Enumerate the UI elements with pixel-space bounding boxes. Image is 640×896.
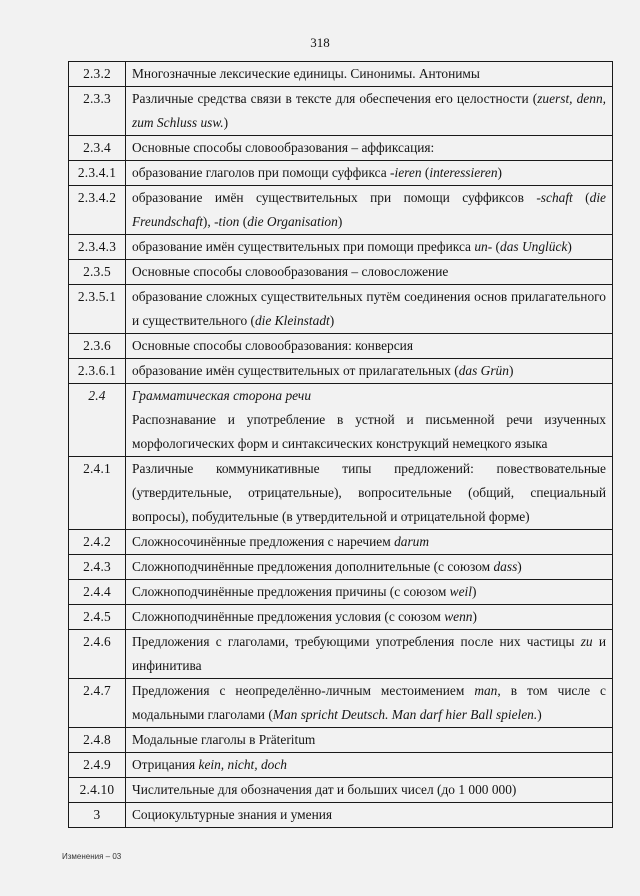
row-text: Многозначные лексические единицы. Синонимы. Антонимы <box>126 62 613 87</box>
table-row <box>69 359 613 384</box>
table-row <box>69 605 613 630</box>
table-row <box>69 530 613 555</box>
table-row <box>69 260 613 285</box>
table-row <box>69 285 613 334</box>
row-text: образование имён существительных от прилагательных (das Grün) <box>126 359 613 384</box>
footer-revision: Изменения – 03 <box>62 852 122 861</box>
row-text: Предложения с глаголами, требующими употребления после них частицы zu и инфинитива <box>126 630 613 679</box>
table-row <box>69 457 613 530</box>
table-row <box>69 803 613 828</box>
row-number: 2.3.4.3 <box>69 235 126 260</box>
row-text: Отрицания kein, nicht, doch <box>126 753 613 778</box>
table-row <box>69 778 613 803</box>
row-text: образование имён существительных при помощи суффиксов -schaft (die Freundschaft), -tion (die Organisation) <box>126 186 613 235</box>
row-number: 2.4.4 <box>69 580 126 605</box>
table-row <box>69 136 613 161</box>
table-row <box>69 630 613 679</box>
row-text: Сложноподчинённые предложения дополнительные (с союзом dass) <box>126 555 613 580</box>
row-number: 2.3.4.1 <box>69 161 126 186</box>
row-text: Социокультурные знания и умения <box>126 803 613 828</box>
curriculum-table <box>68 61 613 828</box>
row-text: Сложноподчинённые предложения условия (с союзом wenn) <box>126 605 613 630</box>
row-number: 2.4.1 <box>69 457 126 530</box>
page-number: 318 <box>310 35 330 50</box>
row-text: Основные способы словообразования: конверсия <box>126 334 613 359</box>
row-text: Модальные глаголы в Präteritum <box>126 728 613 753</box>
row-text: Основные способы словообразования – словосложение <box>126 260 613 285</box>
row-number: 2.4.7 <box>69 679 126 728</box>
row-number: 2.3.4.2 <box>69 186 126 235</box>
row-number: 2.4.6 <box>69 630 126 679</box>
row-number: 2.3.5.1 <box>69 285 126 334</box>
row-number: 2.4 <box>69 384 126 457</box>
row-text: Основные способы словообразования – аффиксация: <box>126 136 613 161</box>
row-number: 2.3.5 <box>69 260 126 285</box>
table-row <box>69 679 613 728</box>
row-number: 2.3.2 <box>69 62 126 87</box>
row-text: Сложносочинённые предложения с наречием darum <box>126 530 613 555</box>
table-row <box>69 186 613 235</box>
row-text: Предложения с неопределённо-личным местоимением man, в том числе с модальными глаголами (Man spricht Deutsch. Man darf hier Ball spielen.) <box>126 679 613 728</box>
table-row <box>69 235 613 260</box>
table-row <box>69 728 613 753</box>
row-text: образование глаголов при помощи суффикса -ieren (interessieren) <box>126 161 613 186</box>
row-text: Сложноподчинённые предложения причины (с союзом weil) <box>126 580 613 605</box>
table-row <box>69 161 613 186</box>
table-row <box>69 334 613 359</box>
row-number: 2.4.3 <box>69 555 126 580</box>
row-text: Числительные для обозначения дат и больших чисел (до 1 000 000) <box>126 778 613 803</box>
row-number: 2.4.10 <box>69 778 126 803</box>
row-number: 2.4.5 <box>69 605 126 630</box>
row-number: 2.4.8 <box>69 728 126 753</box>
row-number: 2.4.9 <box>69 753 126 778</box>
section-heading: Грамматическая сторона речи <box>132 388 312 403</box>
row-text: Различные средства связи в тексте для обеспечения его целостности (zuerst, denn, zum Schluss usw.) <box>126 87 613 136</box>
row-text: образование имён существительных при помощи префикса un- (das Unglück) <box>126 235 613 260</box>
row-number: 2.3.6.1 <box>69 359 126 384</box>
row-number: 2.3.3 <box>69 87 126 136</box>
table-row <box>69 384 613 457</box>
row-number: 2.4.2 <box>69 530 126 555</box>
table-row <box>69 580 613 605</box>
table-row <box>69 62 613 87</box>
row-text: Грамматическая сторона речи Распознавание и употребление в устной и письменной речи изученных морфологических форм и синтаксических конструкций немецкого языка <box>126 384 613 457</box>
row-number: 3 <box>69 803 126 828</box>
row-number: 2.3.4 <box>69 136 126 161</box>
table-row <box>69 753 613 778</box>
table-row <box>69 87 613 136</box>
row-text: образование сложных существительных путём соединения основ прилагательного и существительного (die Kleinstadt) <box>126 285 613 334</box>
table-row <box>69 555 613 580</box>
row-number: 2.3.6 <box>69 334 126 359</box>
row-text: Различные коммуникативные типы предложений: повествовательные (утвердительные, отрицательные), вопросительные (общий, специальный вопросы), побудительные (в утвердительной и отрицательной форме) <box>126 457 613 530</box>
